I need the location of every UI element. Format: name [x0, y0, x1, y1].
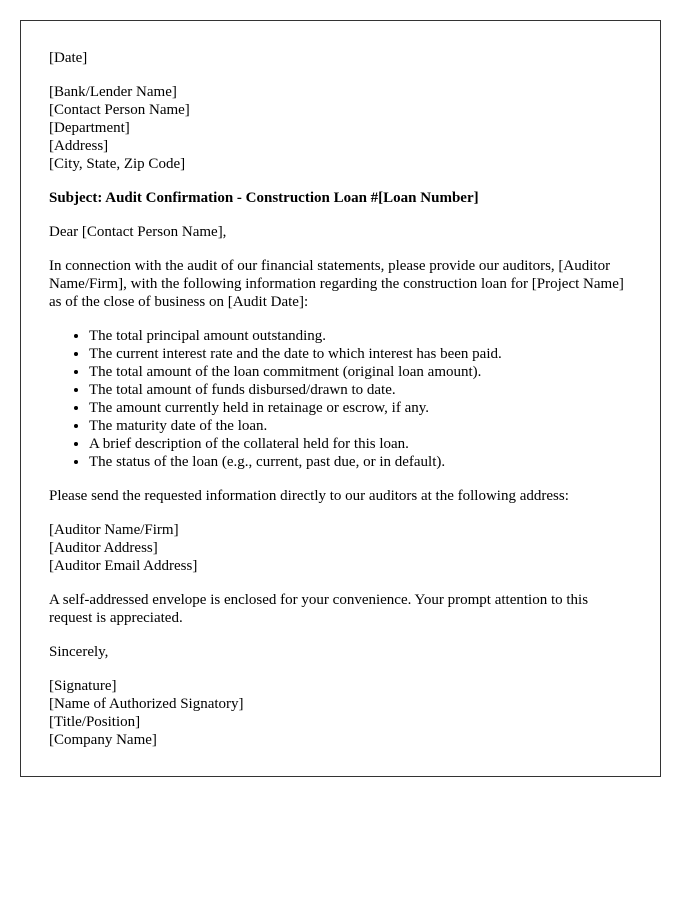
signature-block — [49, 677, 632, 749]
date: [Date] — [49, 50, 88, 66]
list-item: • The total amount of the loan commitment (original loan amount). — [89, 363, 632, 381]
recipient-bank: [Bank/Lender Name] — [49, 84, 177, 100]
company-name: [Company Name] — [49, 732, 157, 748]
recipient-city: [City, State, Zip Code] — [49, 156, 186, 172]
list-item: • The total principal amount outstanding. — [89, 327, 632, 345]
recipient-address-line: [Address] — [49, 138, 109, 154]
closing-note: A self-addressed envelope is enclosed for your convenience. Your prompt attention to this request is appreciated. — [49, 592, 589, 626]
list-item: • The amount currently held in retainage or escrow, if any. — [89, 399, 632, 417]
signature: [Signature] — [49, 678, 117, 694]
send-instruction: Please send the requested information directly to our auditors at the following address: — [49, 488, 569, 504]
list-item: • A brief description of the collateral held for this loan. — [89, 435, 632, 453]
letter-page — [20, 20, 661, 777]
recipient-contact: [Contact Person Name] — [49, 102, 190, 118]
auditor-address — [49, 521, 632, 575]
subject-line: Subject: Audit Confirmation - Construction Loan #[Loan Number] — [49, 190, 479, 206]
salutation: Dear [Contact Person Name], — [49, 224, 227, 240]
auditor-address-line: [Auditor Address] — [49, 540, 158, 556]
auditor-name: [Auditor Name/Firm] — [49, 522, 179, 538]
recipient-address — [49, 83, 632, 173]
closing: Sincerely, — [49, 644, 109, 660]
list-item: • The total amount of funds disbursed/drawn to date. — [89, 381, 632, 399]
signatory-title: [Title/Position] — [49, 714, 141, 730]
intro-paragraph: In connection with the audit of our financial statements, please provide our auditors, [Auditor Name/Firm], with the following information regarding the construction loan for [Project Name] as of the close of business on [Audit Date]: — [49, 258, 624, 310]
requested-items-list — [49, 327, 632, 471]
recipient-department: [Department] — [49, 120, 130, 136]
list-item: • The maturity date of the loan. — [89, 417, 632, 435]
list-item: • The current interest rate and the date to which interest has been paid. — [89, 345, 632, 363]
signatory-name: [Name of Authorized Signatory] — [49, 696, 244, 712]
list-item: • The status of the loan (e.g., current, past due, or in default). — [89, 453, 632, 471]
auditor-email: [Auditor Email Address] — [49, 558, 198, 574]
